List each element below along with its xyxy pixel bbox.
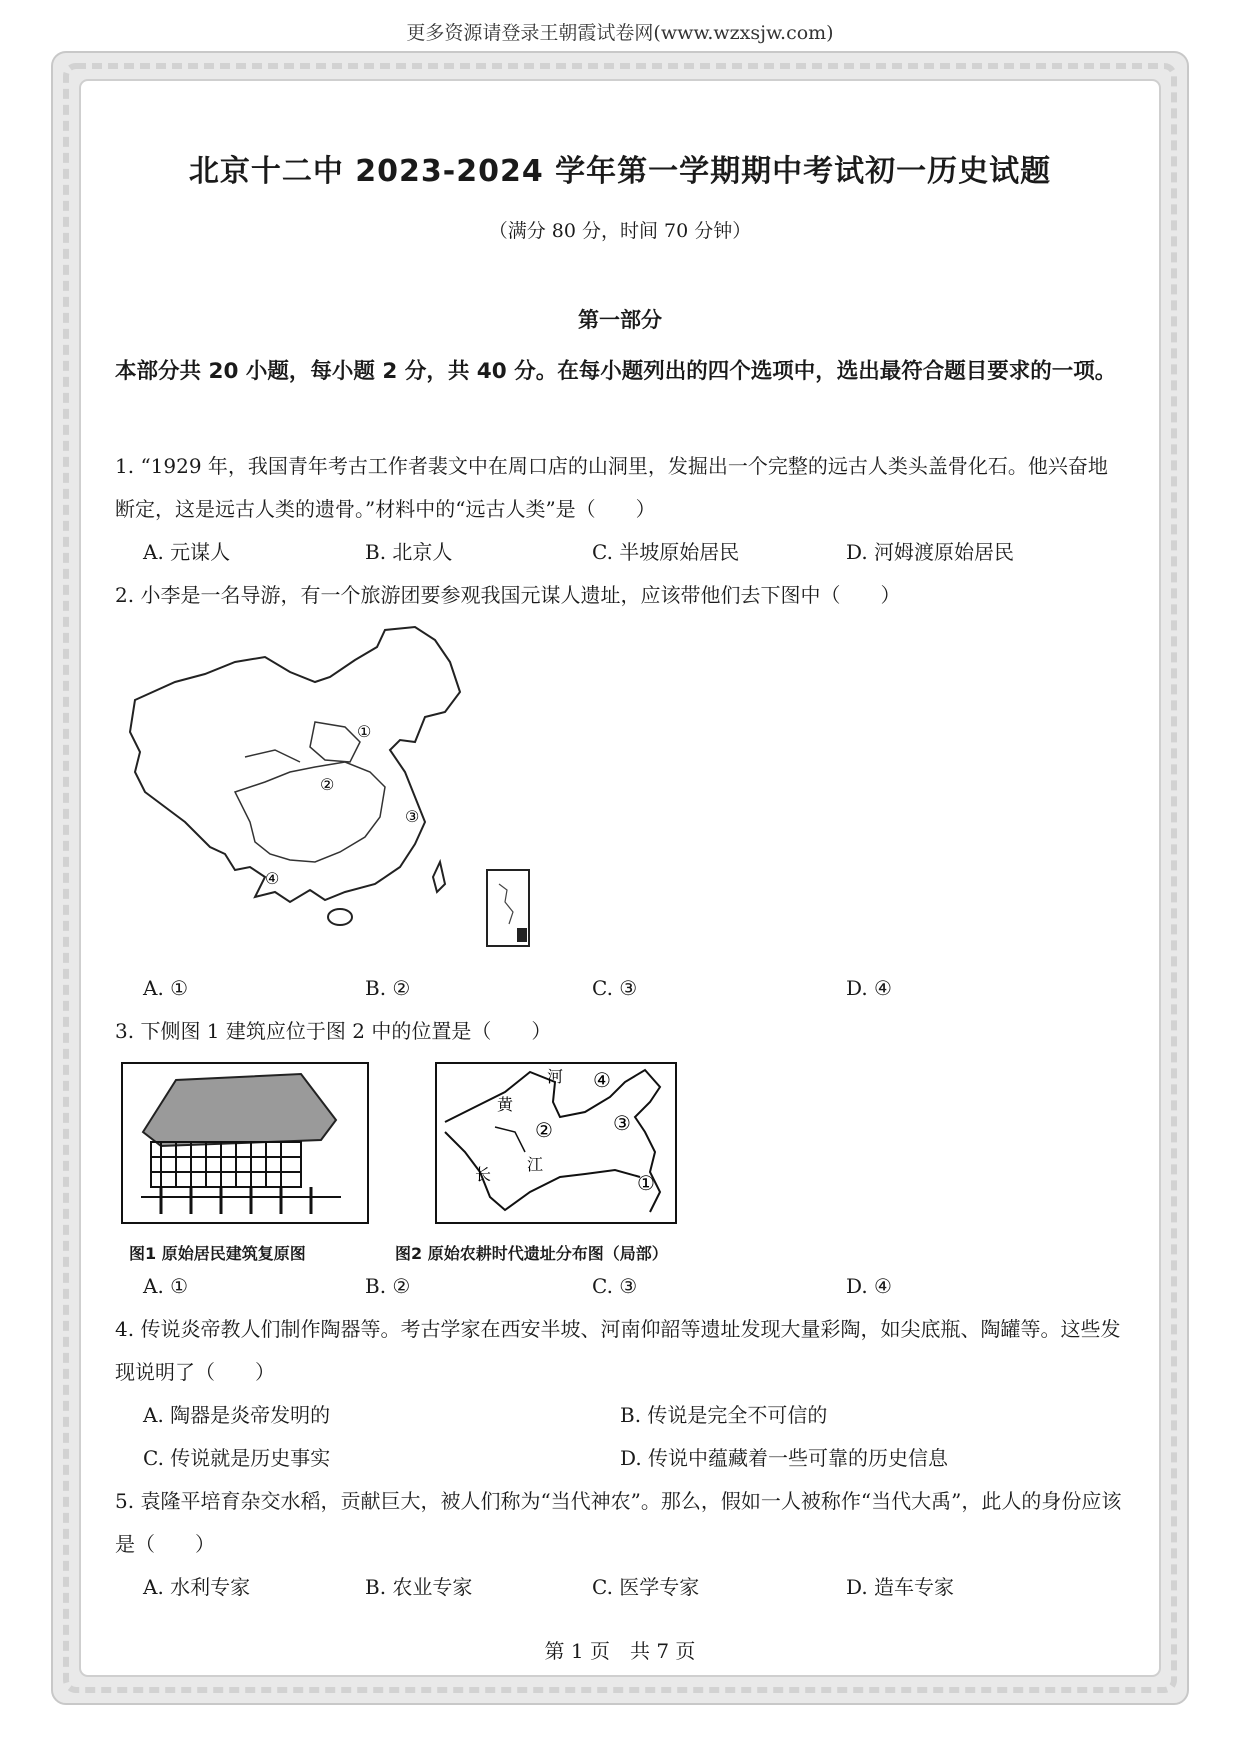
question-2 xyxy=(115,574,1125,617)
option-b[interactable]: B. ② xyxy=(365,976,411,1000)
figure-1-stilt-house xyxy=(121,1062,369,1224)
option-c[interactable]: C. 医学专家 xyxy=(592,1575,700,1599)
option-d[interactable]: D. 河姆渡原始居民 xyxy=(846,540,1015,564)
site-map-icon xyxy=(435,1062,677,1224)
question-stem: 2. 小李是一名导游，有一个旅游团要参观我国元谋人遗址，应该带他们去下图中（ ） xyxy=(115,583,901,607)
option-b[interactable]: B. 农业专家 xyxy=(365,1575,473,1599)
question-options xyxy=(115,1566,1125,1609)
china-map xyxy=(115,622,535,962)
figure-2-site-map xyxy=(435,1062,677,1224)
question-1 xyxy=(115,445,1125,574)
question-stem: 5. 袁隆平培育杂交水稻，贡献巨大，被人们称为“当代神农”。那么，假如一人被称作“当代大禹”，此人的身份应该是（ ） xyxy=(115,1489,1122,1556)
stilt-house-icon xyxy=(121,1062,369,1224)
option-b[interactable]: B. 传说是完全不可信的 xyxy=(620,1403,828,1427)
option-c[interactable]: C. 半坡原始居民 xyxy=(592,540,740,564)
label-chang: 长 xyxy=(475,1165,492,1184)
option-a[interactable]: A. 陶器是炎帝发明的 xyxy=(143,1403,331,1427)
top-banner: 更多资源请登录王朝霞试卷网(www.wzxsjw.com) xyxy=(406,22,834,44)
map-marker-1: ① xyxy=(357,722,372,741)
figure-1-caption: 图1 原始居民建筑复原图 xyxy=(129,1244,306,1263)
china-map-icon xyxy=(115,622,535,962)
exam-subtitle: （满分 80 分，时间 70 分钟） xyxy=(488,220,752,242)
map-marker-3: ③ xyxy=(405,807,420,826)
label-huang: 黄 xyxy=(497,1095,514,1114)
question-options xyxy=(115,1265,1125,1308)
question-5 xyxy=(115,1480,1125,1609)
option-a[interactable]: A. ① xyxy=(143,976,189,1000)
map-marker-4: ④ xyxy=(265,869,280,888)
map-marker-2: ② xyxy=(320,775,335,794)
option-d[interactable]: D. ④ xyxy=(846,976,892,1000)
question-3 xyxy=(115,1010,1125,1053)
option-d[interactable]: D. 造车专家 xyxy=(846,1575,955,1599)
option-d[interactable]: D. ④ xyxy=(846,1274,892,1298)
question-options xyxy=(115,531,1125,574)
question-options-row-1 xyxy=(115,1394,1125,1437)
option-a[interactable]: A. ① xyxy=(143,1274,189,1298)
question-stem: 3. 下侧图 1 建筑应位于图 2 中的位置是（ ） xyxy=(115,1019,552,1043)
option-d[interactable]: D. 传说中蕴藏着一些可靠的历史信息 xyxy=(620,1446,949,1470)
question-stem: 1. “1929 年，我国青年考古工作者裴文中在周口店的山洞里，发掘出一个完整的远古人类头盖骨化石。他兴奋地断定，这是远古人类的遗骨。”材料中的“远古人类”是（ ） xyxy=(115,454,1108,521)
label-he: 河 xyxy=(547,1067,564,1086)
option-c[interactable]: C. 传说就是历史事实 xyxy=(143,1446,331,1470)
option-c[interactable]: C. ③ xyxy=(592,1274,638,1298)
option-c[interactable]: C. ③ xyxy=(592,976,638,1000)
part-instruction: 本部分共 20 小题，每小题 2 分，共 40 分。在每小题列出的四个选项中，选出最符合题目要求的一项。 xyxy=(115,359,1117,384)
question-options-row-2 xyxy=(115,1437,1125,1480)
exam-title: 北京十二中 2023-2024 学年第一学期期中考试初一历史试题 xyxy=(188,154,1052,189)
option-b[interactable]: B. ② xyxy=(365,1274,411,1298)
page-footer: 第 1 页 共 7 页 xyxy=(544,1639,696,1663)
question-2-options xyxy=(115,967,1125,1010)
question-3-options xyxy=(115,1265,1125,1308)
question-4 xyxy=(115,1308,1125,1480)
option-a[interactable]: A. 元谋人 xyxy=(143,540,231,564)
map-marker-4: ④ xyxy=(593,1068,611,1092)
question-stem: 4. 传说炎帝教人们制作陶器等。考古学家在西安半坡、河南仰韶等遗址发现大量彩陶，如尖底瓶、陶罐等。这些发现说明了（ ） xyxy=(115,1317,1121,1384)
option-a[interactable]: A. 水利专家 xyxy=(143,1575,251,1599)
part-title: 第一部分 xyxy=(578,307,662,332)
map-marker-3: ③ xyxy=(613,1111,631,1135)
map-marker-2: ② xyxy=(535,1118,553,1142)
map-marker-1: ① xyxy=(637,1171,655,1195)
question-options xyxy=(115,967,1125,1010)
option-b[interactable]: B. 北京人 xyxy=(365,540,453,564)
figure-2-caption: 图2 原始农耕时代遗址分布图（局部） xyxy=(395,1244,668,1263)
label-jiang: 江 xyxy=(527,1155,544,1174)
